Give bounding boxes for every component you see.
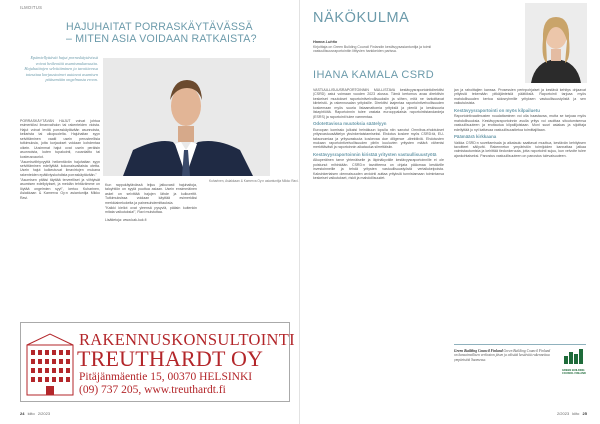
article-title: IHANA KAMALA CSRD xyxy=(313,69,435,81)
left-footer xyxy=(20,411,50,416)
photo-caption: Kuharinen, Asiakkaan & Kamerva Oy:n asiantuntija Mikko Ravi. xyxy=(209,179,299,183)
right-subhead-2: Kestävyysraportoinnin kiristää yritysten vastuullisuustyötä xyxy=(313,151,437,157)
right-col2-subtext-1: Raportointivaatimusten noudattaminen voi olla haastavaa, mutta se tarjoaa myös mahdollisuuksia. Kestävyysraportoinnin avulla yritys voi osoittaa sitoutumisensa vastuullisuuteen ja erottautua kilpailijoistaan. Moni suuri asiakas ja sijoittaja edellyttää jo nyt kattavaa vastuullisuustietoa toimittajiltaan. xyxy=(454,114,586,132)
left-col2-paragraph-2: "Kaikki kiellot ovat yleensä pysyviä, pääsin kuitenkin mitata vaikutuksia!", Ravi muistuttaa. xyxy=(105,205,197,215)
right-column-2 xyxy=(454,88,586,334)
ad-company-line-2: TREUTHARDT OY xyxy=(77,346,264,371)
right-issue: 2/2023 xyxy=(556,411,570,416)
right-paragraph-1: VASTUULLISUUSRAPORTOINNIN MULLISTAVA kestävyysraportointidirektiivi (CSRD) astui voimaan vuoden 2023 alussa. Tämä kertomus avaa direktiivin keskeiset muutokset raportointivelvollisuuksiin ja siihen, mitä ne tarkoittavat kiinteistö- ja rakennusalan yrityksille. Direktiivi laajentaa raportointivelvollisuuden koskemaan myös suuria listaamattomia yrityksiä ja pieniä ja keskisuuria listayhtiöitä. Raportoinnin tulee vastata eurooppalaisia raportointistandardeja (ESRS) ja raportointi tulee varmentaa. xyxy=(313,88,444,119)
left-magazine-name: kiito xyxy=(27,411,35,416)
left-col2-link[interactable]: Lisätietoja: www.kak-kuk.fi xyxy=(105,217,147,222)
left-column-1 xyxy=(20,119,100,324)
portrait-photo xyxy=(103,58,270,176)
right-subtext-1: Euroopan komissio julkaisi heinäkuun lopulla niin sanotut Omnibus-ehdotukset yritysvastuusäätelyn yksinkertaistamiseksi. Ehdotus koskee myös CSRD:tä, EU-taksonomiaa ja yritysvastuuta koskevaa due diligence -direktiiviä. Ehdotusten mukaan raportointivelvollisuuden piiriin kuuluvien yritysten määrä vähenisi merkittävästi ja raportoinnin aikataulua siirrettäisiin. xyxy=(313,127,444,150)
author-name: Hanna Luhtio xyxy=(313,40,338,44)
right-col2-paragraph-1: jan ja rahoittajien kanssa. Prosessien perinpohjaiset ja kestävä kehitys ohjaavat yrityksiä tekemään pitkäjänteisiä päätöksiä. Raportointi tarjoaa myös mahdollisuuden kertoa sidosryhmille yrityksen vastuullisuustyöstä ja sen vaikutuksista. xyxy=(454,88,586,106)
right-col2-subhead-2: Päämäärä kirkkaana xyxy=(454,134,497,140)
right-subhead-1: Odotettavissa muutoksia säätelyyn xyxy=(313,121,387,127)
left-col2-paragraph-1: Kun rappukäytävässä leijuu jatkuvasti hajuhaitoja, taloyhtiön on syytä puuttua asiaan. Usein ensimmäinen askel on selvittää hajujen lähde ja kulkureitit. Tutkimuksissa voidaan käyttää esimerkiksi merkkiainekokeita ja painesuhdemittauksia. xyxy=(105,183,197,205)
portrait-figure xyxy=(103,58,270,176)
headline-line-2: – MITEN ASIA VOIDAAN RATKAISTA? xyxy=(66,33,257,45)
left-issue: 2/2023 xyxy=(37,411,51,416)
right-page-number: 25 xyxy=(582,411,587,416)
left-paragraph-2: "Asumisviihtyvyyttä heikentävän hajuhaitan syyn selvittäminen edellyttää kokonaisvaltaista otetta. Usein hajut kulkeutuvat ilmavirtojen mukana rakenteiden epätiiviyskohdista porraskäytävään." xyxy=(20,159,100,177)
section-label: ILMOITUS xyxy=(20,5,43,10)
right-col2-subtext-2: Vaikka CSRD:n soveltamisala ja aikataulu saattavat muuttua, kestävän kehityksen tavoitteet säilyvät. Rakennetun ympäristön toimijoiden kannattaa jatkaa valmistautumista ja kehittää tiedonkeruuta, jotta raportointi sujuu, kun velvoite tulee ajankohtaiseksi. Panostus vastuullisuuteen on panostus tulevaisuuteen. xyxy=(454,140,586,158)
ad-contact[interactable]: (09) 737 205, www.treuthardt.fi xyxy=(79,384,226,396)
column-title: NÄKÖKULMA xyxy=(313,10,410,26)
right-col2-subhead-1: Kestävyysraportointi on myös kilpailuetu xyxy=(454,107,540,113)
left-page-number: 24 xyxy=(20,411,25,416)
headline-line-1: HAJUHAITAT PORRASKÄYTÄVÄSSÄ xyxy=(66,21,253,33)
ad-address: Pitäjänmäentie 15, 00370 HELSINKI xyxy=(79,371,253,383)
right-magazine-name: kiito xyxy=(572,411,580,416)
gbc-logo-icon xyxy=(562,348,586,364)
author-figure xyxy=(525,3,587,83)
author-bio: Kirjoittaja on Green Building Council Finlandin kestävyysasiantuntija ja toimii vastuullisuusraportointiin liittyvien hankkeiden parissa. xyxy=(313,45,432,54)
signature-org: Green Building Council Finland xyxy=(454,349,503,353)
right-subtext-2: Alkuperäinen tarve yhtenäiselle ja läpinäkyvälle kestävyysraportoinnille ei ole poistunut mihinkään. CSRD:n tavoitteena on ohjata pääomaa kestäville investoinneille ja tehdä yritysten vastuullisuustyöstä vertailukelpoista. Kaksinkertaisen olennaisuuden arviointi auttaa yrityksiä tunnistamaan toimintansa keskeiset vaikutukset, riskit ja mahdollisuudet. xyxy=(313,158,444,181)
left-column-2 xyxy=(105,183,197,283)
right-column-1 xyxy=(313,88,444,404)
ad-company-line-1: RAKENNUSKONSULTOINTI xyxy=(79,330,295,349)
signature-block xyxy=(454,349,554,377)
intro-text: Epämiellyttävät hajut porraskäytävissä voivat heikentää asumismukavuutta. Hajuhaittojen selvittäminen ja tavoitteessa toteuttaa korjaustoimet auttavat asumisen pääsemään ongelmasta eroon. xyxy=(24,55,98,82)
right-page xyxy=(300,0,600,424)
signature-divider xyxy=(454,344,586,345)
building-illustration xyxy=(25,331,75,397)
headline xyxy=(66,21,292,45)
left-paragraph-1: PORRASKÄYTÄVÄN HAJUT voivat johtua esimerkiksi ilmanvaihdon tai rakenteiden vioista. Hajut voivat levitä porraskäytävään asunnoista, kellarista tai ulkopuolelta. Hajuhaitan syyn selvittäminen vaatii usein perusteellisia tutkimuksia, jotta korjaukset voidaan kohdentaa oikein. Uusimmat hajut ovat usein peräisin asunnoista, kuten tupakointi, ruoanlaitto tai kosteusvauriot. xyxy=(20,119,100,159)
advertisement[interactable] xyxy=(20,322,295,402)
left-paragraph-3: "Asumisen pitäisi täyttää terveelliset ja viihtyisät asumisen edellytykset, ja meidän tehtävämme on löytää ongelmien syyt", kertoo Kuharinen, Asiakkaan & Kamerva Oy:n asiantuntija Mikko Ravi. xyxy=(20,177,100,200)
author-photo xyxy=(525,3,587,83)
gbc-logo xyxy=(562,348,586,376)
right-footer xyxy=(557,411,587,416)
signature-text: Green Building Council Finland on kansainvälisen verkoston jäsen ja edistää kestävää rakennettua ympäristöä Suomessa. xyxy=(454,349,551,362)
gbc-logo-text: GREEN BUILDING COUNCIL FINLAND xyxy=(562,369,586,375)
